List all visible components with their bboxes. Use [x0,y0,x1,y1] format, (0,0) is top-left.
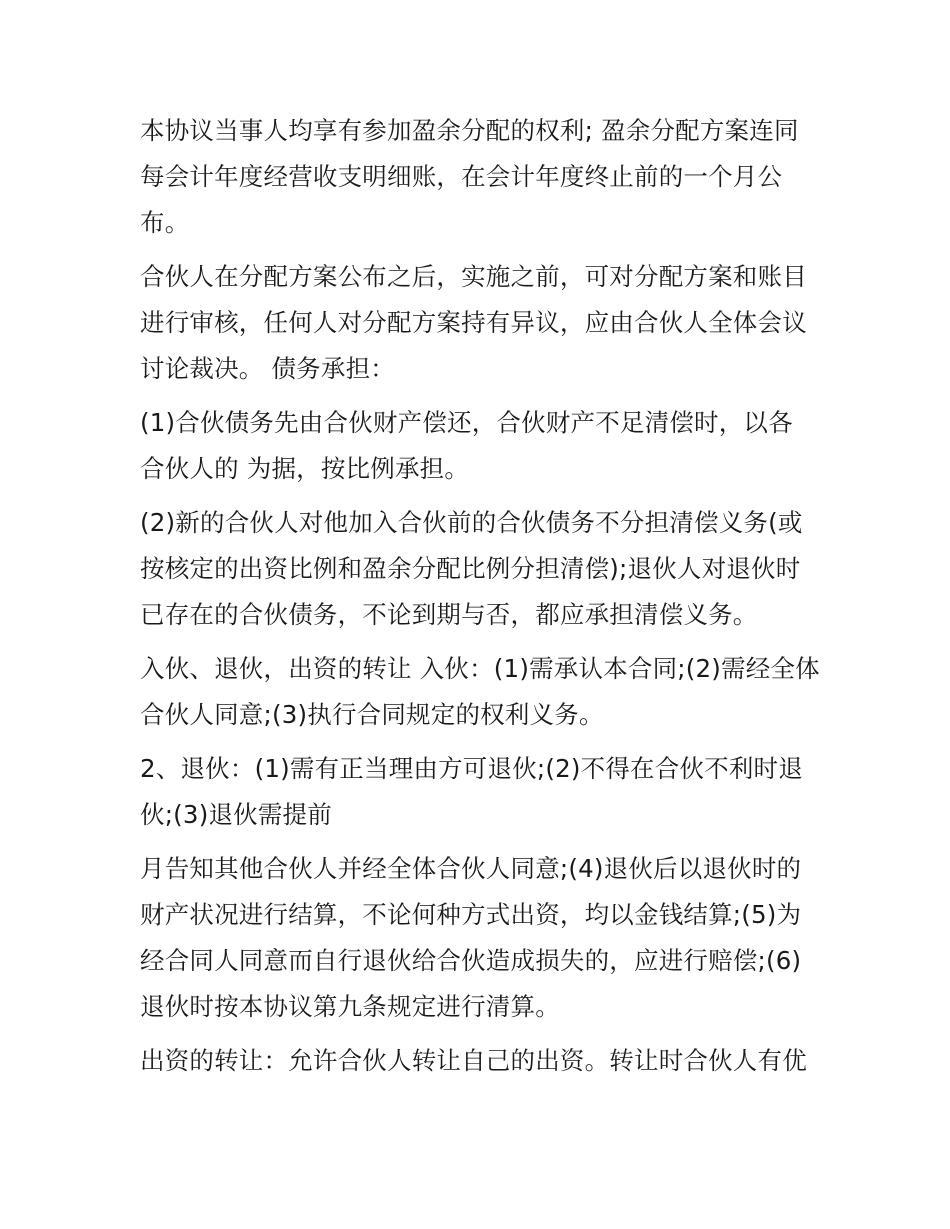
text-line: 入伙、退伙，出资的转让 入伙：(1)需承认本合同;(2)需经全体 [140,654,820,683]
text-line: 2、退伙：(1)需有正当理由方可退伙;(2)不得在合伙不利时退 [140,754,803,783]
text-line: 按核定的出资比例和盈余分配比例分担清偿);退伙人对退伙时 [140,554,801,583]
document-body [140,108,820,1092]
paragraph [140,108,820,246]
text-line: 进行审核，任何人对分配方案持有异议，应由合伙人全体会议 [140,308,807,337]
text-line: 伙;(3)退伙需提前 [140,800,332,829]
text-line: 经合同人同意而自行退伙给合伙造成损失的，应进行赔偿;(6) [140,946,802,975]
text-line: 财产状况进行结算，不论何种方式出资，均以金钱结算;(5)为 [140,900,802,929]
text-line: 合伙人在分配方案公布之后，实施之前，可对分配方案和账目 [140,262,807,291]
paragraph [140,1038,820,1084]
paragraph [140,254,820,392]
text-line: 已存在的合伙债务，不论到期与否，都应承担清偿义务。 [140,600,758,629]
paragraph [140,846,820,1030]
text-line: 布。 [140,208,190,237]
text-line: 合伙人的 为据，按比例承担。 [140,454,470,483]
text-line: 退伙时按本协议第九条规定进行清算。 [140,992,560,1021]
paragraph [140,646,820,738]
text-line: (2)新的合伙人对他加入合伙前的合伙债务不分担清偿义务(或 [140,508,803,537]
text-line: 出资的转让：允许合伙人转让自己的出资。转让时合伙人有优 [140,1046,807,1075]
paragraph [140,500,820,638]
text-line: 讨论裁决。 债务承担： [140,354,395,383]
text-line: 合伙人同意;(3)执行合同规定的权利义务。 [140,700,604,729]
paragraph [140,400,820,492]
text-line: (1)合伙债务先由合伙财产偿还，合伙财产不足清偿时，以各 [140,408,793,437]
text-line: 本协议当事人均享有参加盈余分配的权利; 盈余分配方案连同 [140,116,799,145]
text-line: 月告知其他合伙人并经全体合伙人同意;(4)退伙后以退伙时的 [140,854,802,883]
text-line: 每会计年度经营收支明细账，在会计年度终止前的一个月公 [140,162,783,191]
paragraph [140,746,820,838]
